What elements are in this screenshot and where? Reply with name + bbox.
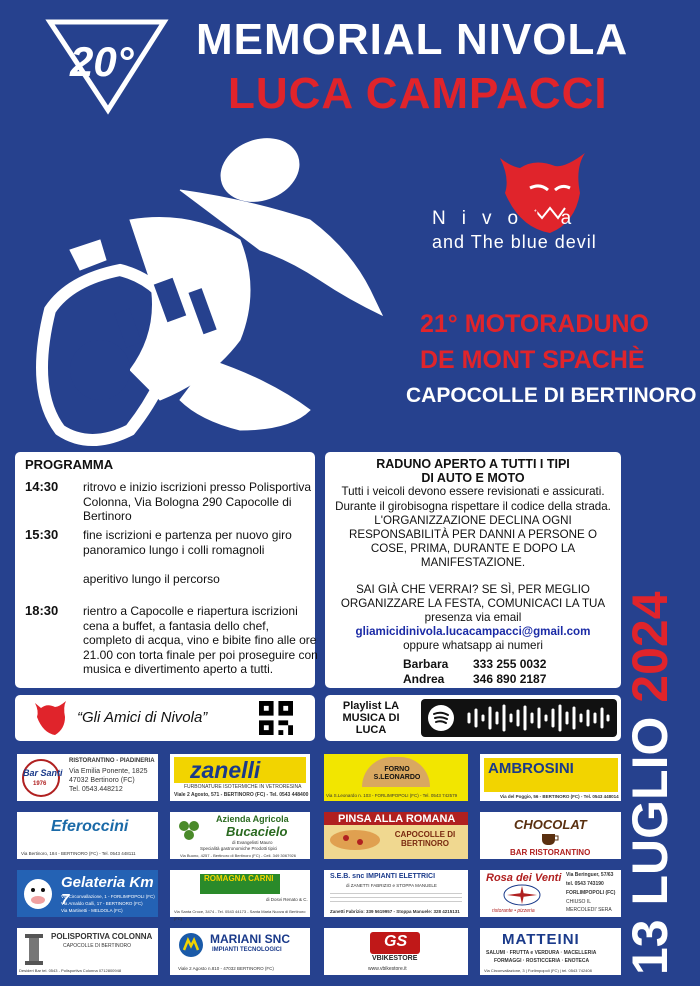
sponsor-bar-santi	[17, 754, 158, 801]
sponsor-name: GS	[384, 933, 408, 950]
date-year: 2024	[622, 591, 678, 703]
devil-head-icon	[29, 699, 67, 737]
sponsor-seb-impianti	[324, 870, 468, 917]
raduno-invite: SAI GIÀ CHE VERRAI? SE SÌ, PER MEGLIO ORGANIZZARE LA FESTA, COMUNICACI LA TUA	[340, 582, 606, 610]
sponsor-line: BAR RISTORANTINO	[510, 848, 591, 857]
contact-name: Andrea	[403, 672, 445, 686]
qr-code-icon[interactable]	[259, 701, 293, 735]
sponsor-line: di Dosvi Renato & C.	[266, 897, 308, 902]
programma-time: 15:30	[25, 527, 59, 542]
sponsor-name: Gelateria Km 7	[61, 874, 154, 908]
sponsor-mariani-snc	[170, 928, 310, 975]
sponsor-chocolat	[480, 812, 621, 859]
playlist-label: Playlist LA MUSICA DI LUCA	[342, 700, 400, 736]
sponsor-polisportiva-colonna	[17, 928, 158, 975]
sponsor-line: di Evangelisti Mauro	[232, 840, 273, 845]
sponsor-zanelli	[170, 754, 310, 801]
programma-panel	[15, 452, 318, 688]
sponsor-line: Via Bertinoro, 184 - BERTINORO (FC) - Tel. 0543 448111	[21, 851, 136, 856]
sponsor-line: FORMAGGI · ROSTICCERIA · ENOTECA	[494, 958, 590, 964]
sponsor-logo-text: Bar Santi	[23, 768, 63, 778]
sponsor-romagna-carni	[170, 870, 310, 921]
sponsor-name: AMBROSINI	[488, 760, 574, 777]
raduno-email-label: presenza via email	[424, 611, 522, 625]
contact-phone[interactable]: 346 890 2187	[473, 672, 547, 686]
sponsor-line: CAPOCOLLE DI BERTINORO	[63, 943, 131, 949]
compass-rose-icon	[502, 884, 542, 906]
programma-time: 18:30	[25, 603, 59, 618]
sponsor-name: PINSA ALLA ROMANA	[338, 813, 456, 825]
sponsor-year: 1976	[33, 781, 47, 787]
sponsor-name: MATTEINI	[502, 931, 580, 948]
sponsor-name: POLISPORTIVA COLONNA	[51, 932, 153, 941]
sponsor-line: Via Beringuer, 57/63	[566, 872, 614, 878]
contact-row	[403, 657, 546, 672]
brand-subtitle: and The blue devil	[432, 232, 597, 252]
edition-number: 20°	[70, 38, 134, 85]
spotify-code[interactable]	[421, 699, 617, 737]
sponsor-line: Specialità gastronomiche Prodotti tipici	[200, 846, 278, 851]
sponsor-line: Via Buono, 4257 - Bertinoro di Bertinoro (FC) - Cell. 349 3067926	[180, 853, 296, 858]
sponsor-matteini	[480, 928, 621, 975]
sponsor-line: Desideri Bar tel. 0543 - Polisportiva Colonna 0712800948	[19, 968, 122, 973]
cow-icon	[21, 874, 55, 912]
programma-text: rientro a Capocolle e riapertura iscrizioni cena a buffet, a fantasia dello chef, completo di acqua, vino e bibite fino alle ore 21.00 con torta finale per poi proseguire con musica e divertimento aperto a tutti.	[83, 604, 318, 676]
sponsor-line: Via Emilia Ponente, 1825	[69, 768, 148, 775]
spotify-soundwave-icon	[465, 704, 611, 732]
sponsor-forno-s-leonardo	[324, 754, 468, 801]
title-line-2: LUCA CAMPACCI	[228, 69, 608, 118]
sponsor-line: FURBONATURE ISOTERMICHE IN VETRORESINA	[184, 784, 302, 790]
programma-text: fine iscrizioni e partenza per nuovo giro panoramico lungo i colli romagnoli	[83, 528, 292, 557]
pizza-icon	[328, 828, 382, 852]
sponsor-line: MERCOLEDI' SERA	[566, 907, 612, 913]
sponsor-line: Tel. 0543.448212	[69, 786, 123, 793]
sponsor-name: Bucacielo	[226, 824, 288, 839]
sponsor-line: Via Martinetti - MELDOLA (FC)	[61, 908, 123, 913]
sponsor-line: FORLIMPOPOLI (FC)	[566, 890, 616, 896]
sponsor-name: CHOCOLAT	[514, 817, 587, 832]
sponsor-line: Viale 2 Agosto n.810 - 47032 BERTINORO (FC)	[178, 966, 274, 971]
sponsor-ambrosini	[480, 754, 621, 801]
sponsor-line: IMPIANTI TECNOLOGICI	[212, 947, 282, 953]
memorial-logo	[46, 18, 168, 114]
sponsor-line: Via Circonvallazione, 3 | Forlimpopoli (FC) | tel. 0543 742408	[484, 968, 592, 973]
sponsor-name: zanelli	[190, 757, 261, 783]
sponsor-name: S.E.B. snc IMPIANTI ELETTRICI	[330, 873, 436, 880]
programma-time: 14:30	[25, 479, 59, 494]
raduno-whatsapp-label: oppure whatsapp ai numeri	[403, 639, 543, 653]
programma-title: PROGRAMMA	[25, 457, 114, 472]
sponsor-line: CHIUSO IL	[566, 899, 592, 905]
sponsor-line: di ZANETTI FABRIZIO e STOPPA MANUELE	[346, 883, 437, 888]
sponsor-line: tel. 0543 743190	[566, 881, 604, 887]
sponsor-line: RISTORANTINO - PIADINERIA	[69, 758, 155, 764]
sponsor-line: Zanetti Fabrizio: 339 5619957 - Stoppa Manuele: 328 4215131	[330, 909, 460, 914]
sponsor-line: SALUMI · FRUTTA e VERDURA · MACELLERIA	[486, 950, 597, 956]
raduno-title-2: DI AUTO E MOTO	[421, 471, 525, 486]
event-line-2: DE MONT SPACHÈ	[420, 346, 645, 374]
sponsor-rosa-dei-venti	[480, 870, 621, 917]
contact-row	[403, 672, 546, 687]
sponsor-vbikestore	[324, 928, 468, 975]
raduno-panel	[325, 452, 621, 688]
sponsor-line: Via Arnaldo Galli, 17 - BERTINORO (FC)	[61, 901, 143, 906]
spotify-icon	[427, 704, 455, 732]
sponsor-line: ristorante • pizzeria	[492, 908, 535, 914]
raduno-title-1: RADUNO APERTO A TUTTI I TIPI	[376, 457, 570, 471]
sponsor-line: Viale 2 Agosto, 571 - BERTINORO (FC) - Tel. 0543 448400	[174, 792, 309, 798]
sponsor-eferoccini	[17, 812, 158, 859]
event-location: CAPOCOLLE DI BERTINORO	[406, 384, 697, 407]
sponsor-name: Rosa dei Venti	[486, 872, 562, 884]
sponsor-name: Eferoccini	[51, 818, 129, 835]
sponsor-line: Via Santa Croce, 3474 - Tel. 0543 44173 - Santa Maria Nuova di Bertinoro (FC)	[174, 909, 306, 921]
sponsor-gelateria-km7	[17, 870, 158, 917]
sponsor-line: www.vbikestore.it	[368, 966, 407, 972]
sponsor-line: Via S.Leonardo n. 103 - FORLIMPOPOLI (FC) - Tel. 0543 742579	[326, 793, 458, 798]
sponsor-line: Via del Poggio, 56 - BERTINORO (FC) - Tel. 0543 448014	[500, 794, 619, 799]
event-line-1: 21° MOTORADUNO	[420, 310, 650, 338]
event-date	[620, 455, 680, 975]
raduno-rules: Tutti i veicoli devono essere revisionati e assicurati. Durante il girobisogna rispettare il codice della strada.	[335, 485, 611, 513]
amici-text: “Gli Amici di Nivola”	[77, 709, 208, 726]
coffee-cup-icon	[540, 832, 560, 846]
sponsor-line: 47032 Bertinoro (FC)	[69, 777, 135, 784]
motorcycle-rider-illustration	[10, 130, 400, 450]
sponsor-name: MARIANI SNC	[210, 932, 290, 946]
contact-list	[403, 657, 546, 687]
column-icon	[21, 932, 47, 966]
sponsor-line: VBIKESTORE	[372, 955, 418, 962]
sponsor-pinsa-alla-romana	[324, 812, 468, 859]
sponsor-name: Azienda Agricola	[216, 814, 289, 824]
date-day-month: 13 LUGLIO	[622, 716, 678, 975]
sponsor-line: Via Circonvallazione, 1 - FORLIMPOPOLI (FC)	[61, 894, 155, 899]
contact-email-link[interactable]: gliamicidinivola.lucacampacci@gmail.com	[355, 625, 591, 639]
playlist-banner[interactable]	[325, 695, 621, 741]
grape-icon	[174, 816, 204, 846]
sponsor-name: ROMAGNA CARNI	[204, 874, 274, 883]
amici-banner	[15, 695, 315, 741]
mariani-logo	[178, 932, 204, 958]
contact-phone[interactable]: 333 255 0032	[473, 657, 547, 671]
sponsor-bucacielo	[170, 812, 310, 859]
bar-santi-logo	[21, 758, 61, 798]
sponsor-line: CAPOCOLLE DI BERTINORO	[394, 830, 456, 848]
programma-text: aperitivo lungo il percorso	[83, 572, 220, 586]
contact-name: Barbara	[403, 657, 449, 671]
sponsor-name: FORNO S.LEONARDO	[373, 766, 421, 781]
raduno-disclaimer: L'ORGANIZZAZIONE DECLINA OGNI RESPONSABILITÀ PER DANNI A PERSONE O COSE, PRIMA, DURANTE E DOPO LA MANIFESTAZIONE.	[348, 513, 598, 570]
nivola-brand: NivoLa	[432, 208, 588, 229]
programma-text: ritrovo e inizio iscrizioni presso Polisportiva Colonna, Via Bologna 290 Capocolle di Bertinoro	[83, 480, 312, 523]
title-line-1: MEMORIAL NIVOLA	[196, 15, 629, 64]
